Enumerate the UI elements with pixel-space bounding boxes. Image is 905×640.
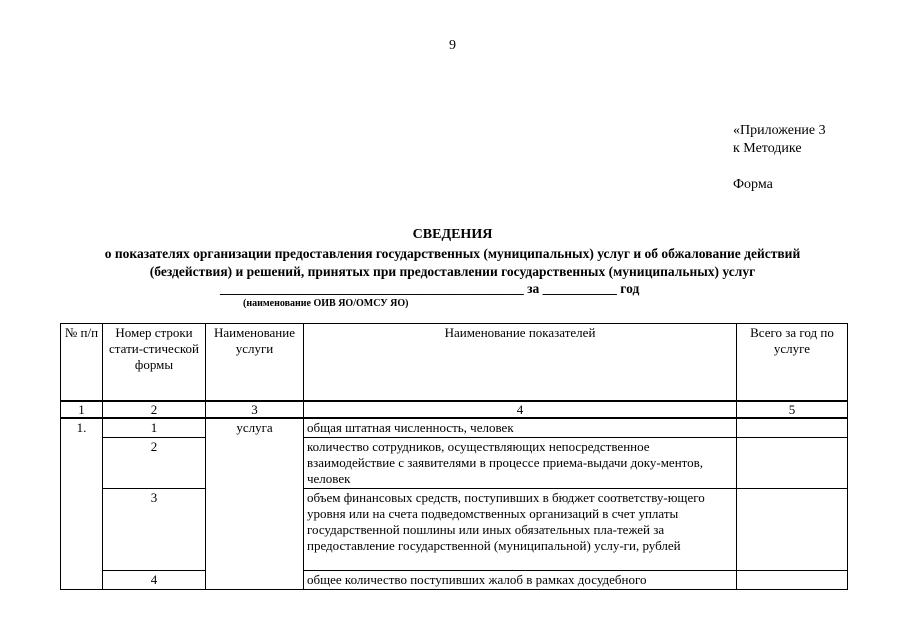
indicators-table — [60, 323, 848, 590]
period-line: _____________________________________________ за ___________ год — [220, 281, 640, 296]
column-number: 5 — [737, 401, 848, 418]
org-caption: (наименование ОИВ ЯО/ОМСУ ЯО) — [243, 298, 409, 309]
service-name-cell: услуга — [206, 418, 304, 590]
table-row — [61, 571, 848, 590]
total-cell[interactable] — [737, 418, 848, 438]
page-number: 9 — [449, 38, 456, 53]
document-title — [40, 226, 865, 282]
line-number-cell: 2 — [103, 438, 206, 489]
indicator-cell: объем финансовых средств, поступивших в бюджет соответству-ющего уровня или на счета подведомственных организаций в счет уплаты государственной пошлины или иных обязательных пла-тежей за предоставление государственной (муниципальной) услу-ги, рублей — [304, 489, 737, 571]
appendix-line: «Приложение 3 — [733, 123, 826, 138]
appendix-note — [733, 122, 826, 194]
column-number: 1 — [61, 401, 103, 418]
header-service-name: Наименование услуги — [206, 324, 304, 402]
table-row — [61, 418, 848, 438]
form-label: Форма — [733, 177, 773, 192]
title-subtitle-line2: (бездействия) и решений, принятых при предоставлении государственных (муниципальных) услуг — [149, 264, 756, 279]
total-cell[interactable] — [737, 571, 848, 590]
column-number: 2 — [103, 401, 206, 418]
column-number: 3 — [206, 401, 304, 418]
header-indicator-name: Наименование показателей — [304, 324, 737, 402]
line-number-cell: 1 — [103, 418, 206, 438]
title-subtitle-line1: о показателях организации предоставления государственных (муниципальных) услуг и об обжалование действий — [104, 245, 801, 261]
header-row-number: Номер строки стати-стической формы — [103, 324, 206, 402]
line-number-cell: 3 — [103, 489, 206, 571]
table-header-row — [61, 324, 848, 402]
appendix-reference: к Методике — [733, 141, 802, 156]
column-number-row — [61, 401, 848, 418]
title-heading: СВЕДЕНИЯ — [412, 227, 493, 242]
total-cell[interactable] — [737, 438, 848, 489]
table-row — [61, 489, 848, 571]
table-row — [61, 438, 848, 489]
column-number: 4 — [304, 401, 737, 418]
indicator-cell: общая штатная численность, человек — [304, 418, 737, 438]
indicator-cell: общее количество поступивших жалоб в рамках досудебного — [304, 571, 737, 590]
indicator-cell: количество сотрудников, осуществляющих непосредственное взаимодействие с заявителями в процессе приема-выдачи доку-ментов, человек — [304, 438, 737, 489]
group-number-cell: 1. — [61, 418, 103, 590]
total-cell[interactable] — [737, 489, 848, 571]
header-num: № п/п — [61, 324, 103, 402]
line-number-cell: 4 — [103, 571, 206, 590]
header-total: Всего за год по услуге — [737, 324, 848, 402]
